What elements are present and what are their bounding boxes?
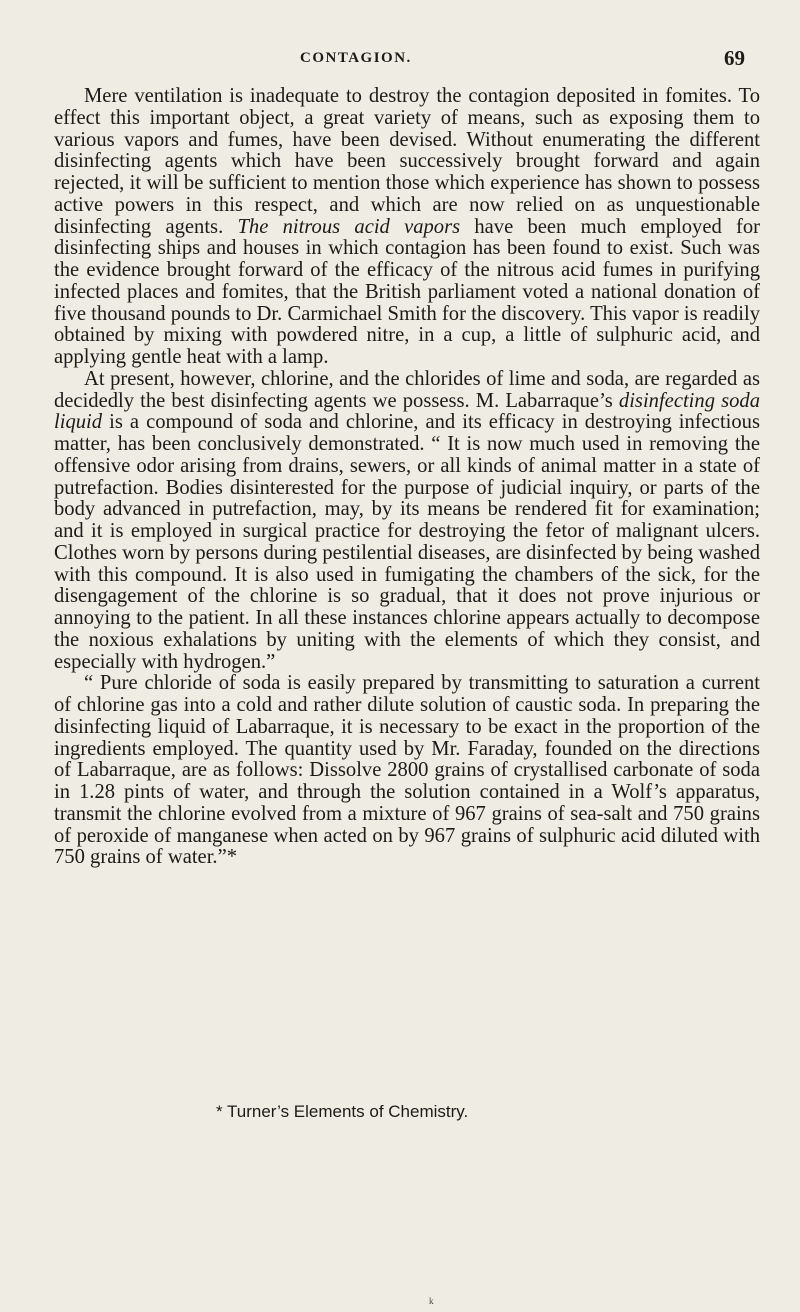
paragraph-3-run-1: “ Pure chloride of soda is easily prepared by transmitting to saturation a current of chlorine gas into a cold and rather dilute solution of caustic soda. In preparing the disinfecting liquid of Labarraque, it is necessary to be exact in the proportion of the ingredients employed. The quantity used by Mr. Faraday, founded on the directions of Labarraque, are as follows: Dissolve 2800 grains of crystallised carbonate of soda in 1.28 pints of water, and through the solution contained in a Wolf’s apparatus, transmit the chlorine evolved from a mixture of 967 grains of sea-salt and 750 grains of peroxide of manganese when acted on by 967 grains of sulphuric acid diluted with 750 grains of water.”* [54,672,760,869]
running-title: CONTAGION. [300,50,412,66]
paragraph-2-run-1: At present, however, chlorine, and the chlorides of lime and soda, are regarded as decidedly the best disinfecting agents we possess. M. Labarraque’s [54,367,760,412]
paragraph-ventilation [54,86,760,369]
page-edge-mark: k [429,1296,434,1306]
page-number: 69 [724,46,745,70]
paragraph-2-italic-term: disinfecting soda liquid [54,389,760,434]
paragraph-1-italic-term: The nitrous acid vapors [237,215,461,238]
body-text [54,86,760,869]
paragraph-chloride-of-soda [54,673,760,869]
paragraph-2-run-2: is a compound of soda and chlorine, and its efficacy in destroying infectious matter, has been conclusively demonstrated. “ It is now much used in removing the offensive odor arising from drains, sewers, or all kinds of animal matter in a state of putrefaction. Bodies disinterested for the purpose of judicial inquiry, or parts of the body advanced in putrefaction, may, by its means be rendered fit for examination; and it is employed in surgical practice for destroying the fetor of malignant ulcers. Clothes worn by persons during pestilential diseases, are disinfected by being washed with this compound. It is also used in fumigating the chambers of the sick, for the disengagement of the chlorine is so gradual, that it does not prove injurious or annoying to the patient. In all these instances chlorine appears actually to decompose the noxious exhalations by uniting with the elements of which they consist, and especially with hydrogen.” [54,411,760,673]
paragraph-1-run-2: have been much employed for disinfecting ships and houses in which contagion has been found to exist. Such was the evidence brought forward of the efficacy of the nitrous acid fumes in purifying infected places and fomites, that the British parliament voted a national donation of five thousand pounds to Dr. Carmichael Smith for the discovery. This vapor is readily obtained by mixing with powdered nitre, in a cup, a little of sulphuric acid, and applying gentle heat with a lamp. [54,215,760,368]
running-head [0,44,800,70]
footnote: * Turner’s Elements of Chemistry. [216,1102,469,1121]
paragraph-1-run-1: Mere ventilation is inadequate to destroy the contagion deposited in fomites. To effect this important object, a great variety of means, such as exposing them to various vapors and fumes, have been devised. Without enumerating the different disinfecting agents which have been successively brought forward and again rejected, it will be sufficient to mention those which experience has shown to possess active powers in this respect, and which are now relied on as unquestionable disinfecting agents. [54,85,760,238]
paragraph-chlorine [54,369,760,674]
